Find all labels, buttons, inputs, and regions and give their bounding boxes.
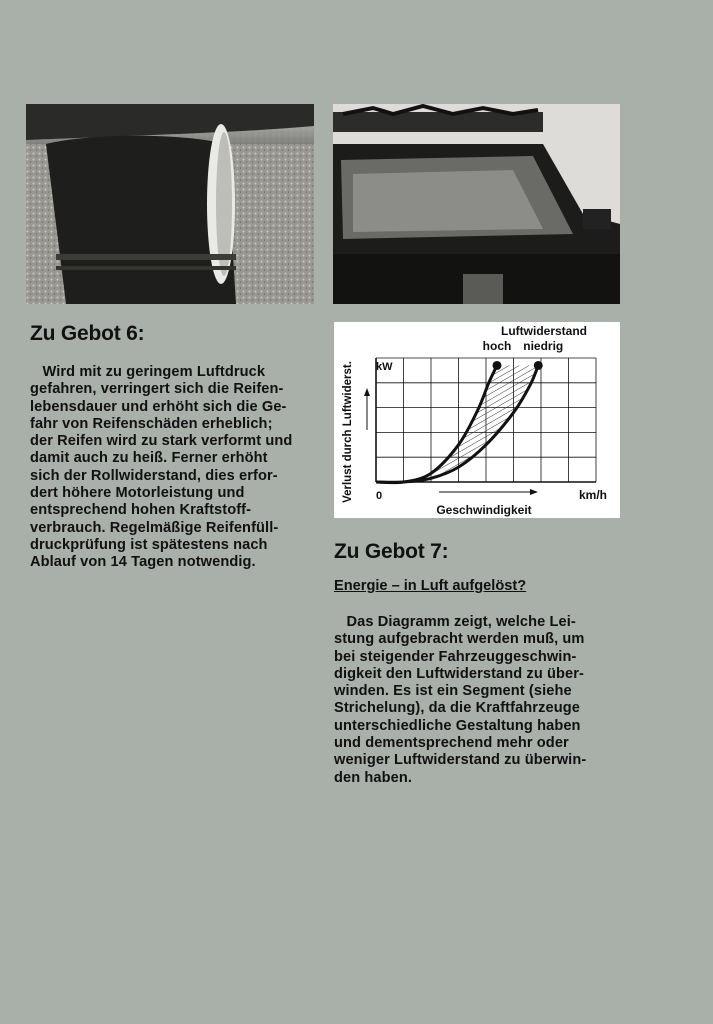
car-roof-rack-photo xyxy=(333,104,620,304)
legend-hoch: hoch xyxy=(482,339,512,353)
x-unit-label: km/h xyxy=(579,488,608,502)
tire-photo xyxy=(26,104,314,304)
chart-title: Luftwiderstand xyxy=(501,324,587,338)
section6-body: Wird mit zu geringem Luftdruck gefahren, verringert sich die Reifen- lebensdauer und erhöht sich die Ge- fahr von Reifenschäden erheblich; der Reifen wird zu stark verformt und damit auch zu heiß. Ferner erhöht sich der Rollwiderstand, dies erfor- dert höhere Motorleistung und entsprechend hohen Kraftstoff- verbrauch. Regelmäßige Reifenfüll- druckprüfung ist spätestens nach Ablauf von 14 Tagen notwendig. xyxy=(30,364,293,571)
section6-heading: Zu Gebot 6: xyxy=(30,322,145,345)
air-resistance-chart xyxy=(334,322,620,518)
legend-niedrig: niedrig xyxy=(523,339,564,353)
section7-subtitle: Energie – in Luft aufgelöst? xyxy=(334,578,527,594)
y-unit-label: kW xyxy=(376,361,393,373)
chart-svg xyxy=(334,322,620,518)
series-marker-niedrig xyxy=(534,361,543,370)
x-axis-arrow xyxy=(439,489,538,495)
origin-label: 0 xyxy=(376,490,383,502)
section7-body: Das Diagramm zeigt, welche Lei- stung aufgebracht werden muß, um bei steigender Fahrzeuggeschwin- digkeit den Luftwiderstand zu über- winden. Es ist ein Segment (siehe Strichelung), da die Kraftfahrzeuge unterschiedliche Gestaltung haben und dementsprechend mehr oder weniger Luftwiderstand zu überwin- den haben. xyxy=(334,614,587,786)
section7-heading: Zu Gebot 7: xyxy=(334,540,449,563)
x-axis-label: Geschwindigkeit xyxy=(436,503,532,517)
y-axis-arrow xyxy=(364,388,370,430)
series-marker-hoch xyxy=(493,361,502,370)
y-axis-label: Verlust durch Luftwiderst. xyxy=(342,361,354,503)
